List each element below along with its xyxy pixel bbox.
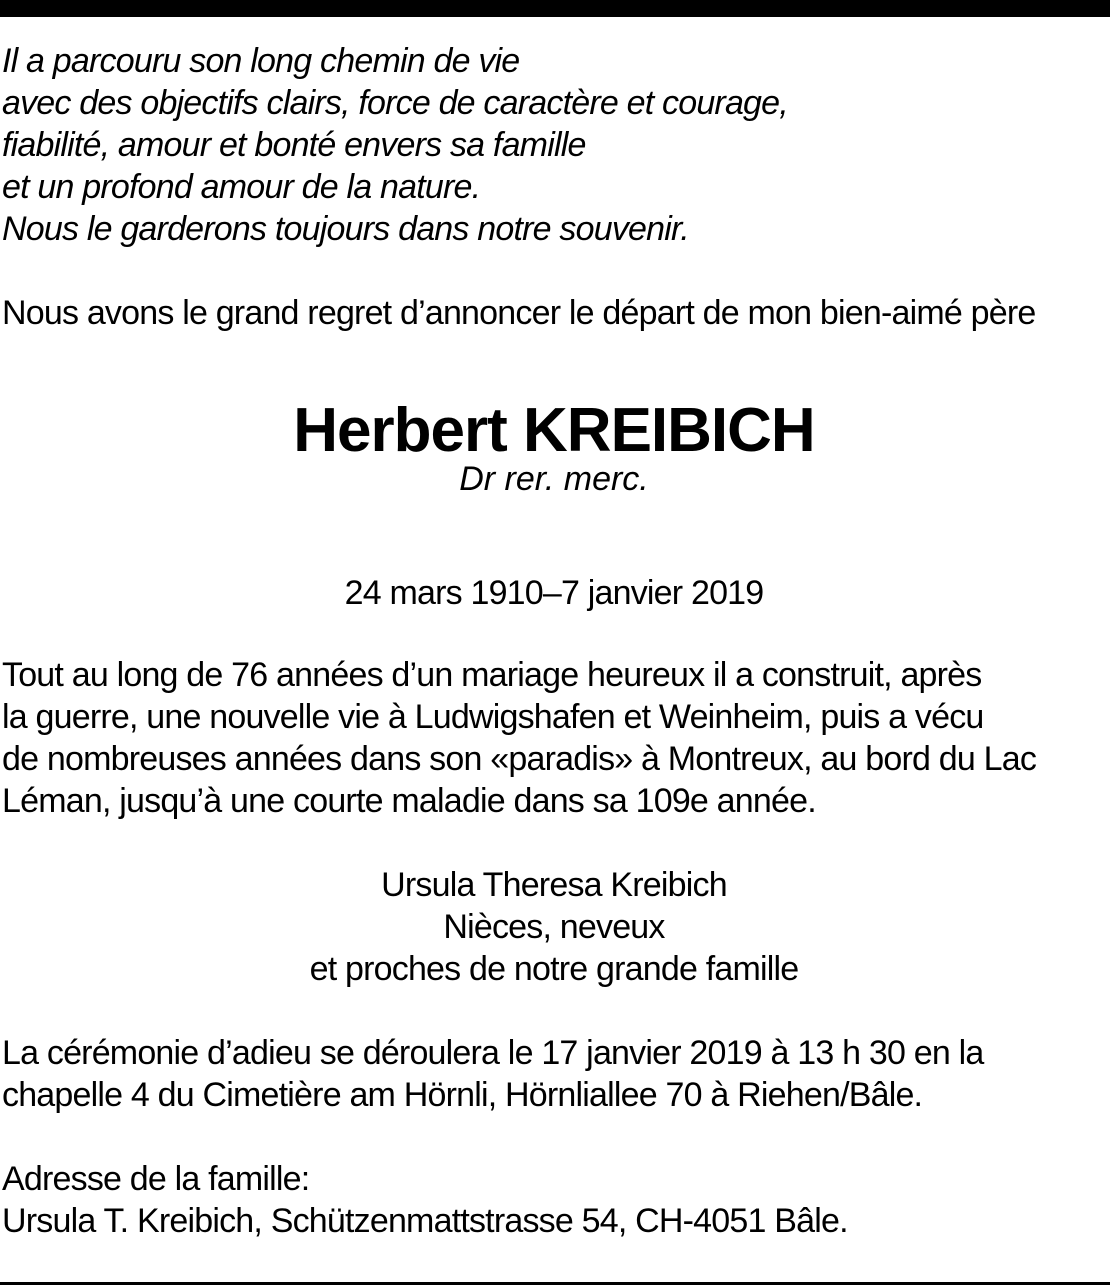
ceremony-line: La cérémonie d’adieu se déroulera le 17 janvier 2019 à 13 h 30 en la	[2, 1034, 984, 1072]
life-dates: 24 mars 1910–7 janvier 2019	[344, 574, 764, 612]
address-line: Ursula T. Kreibich, Schützenmattstrasse 54, CH-4051 Bâle.	[2, 1202, 848, 1240]
announcement-intro: Nous avons le grand regret d’annoncer le départ de mon bien-aimé père	[2, 294, 1036, 332]
mourners-list	[2, 864, 1106, 990]
mourner-line: et proches de notre grande famille	[309, 950, 799, 988]
deceased-name: Herbert KREIBICH	[293, 396, 815, 465]
family-address	[2, 1158, 1106, 1242]
poem-line: Il a parcouru son long chemin de vie	[2, 42, 520, 80]
mourner-line: Ursula Theresa Kreibich	[381, 866, 727, 904]
mourner-line: Nièces, neveux	[443, 908, 665, 946]
poem-line: Nous le garderons toujours dans notre souvenir.	[2, 210, 689, 248]
poem-line: fiabilité, amour et bonté envers sa famille	[2, 126, 586, 164]
top-border-rule	[0, 0, 1110, 17]
obituary-notice	[2, 40, 1106, 1242]
ceremony-line: chapelle 4 du Cimetière am Hörnli, Hörnliallee 70 à Riehen/Bâle.	[2, 1076, 923, 1114]
biography-paragraph	[2, 654, 1106, 822]
biography-line: Léman, jusqu’à une courte maladie dans sa 109e année.	[2, 782, 816, 820]
address-label: Adresse de la famille:	[2, 1160, 310, 1198]
poem-line: et un profond amour de la nature.	[2, 168, 481, 206]
biography-line: Tout au long de 76 années d’un mariage heureux il a construit, après	[2, 656, 982, 694]
biography-line: de nombreuses années dans son «paradis» à Montreux, au bord du Lac	[2, 740, 1037, 778]
ceremony-details	[2, 1032, 1106, 1116]
academic-title: Dr rer. merc.	[459, 460, 649, 498]
memorial-poem	[2, 40, 1106, 250]
bottom-border-rule	[0, 1282, 1110, 1285]
biography-line: la guerre, une nouvelle vie à Ludwigshafen et Weinheim, puis a vécu	[2, 698, 984, 736]
poem-line: avec des objectifs clairs, force de caractère et courage,	[2, 84, 788, 122]
